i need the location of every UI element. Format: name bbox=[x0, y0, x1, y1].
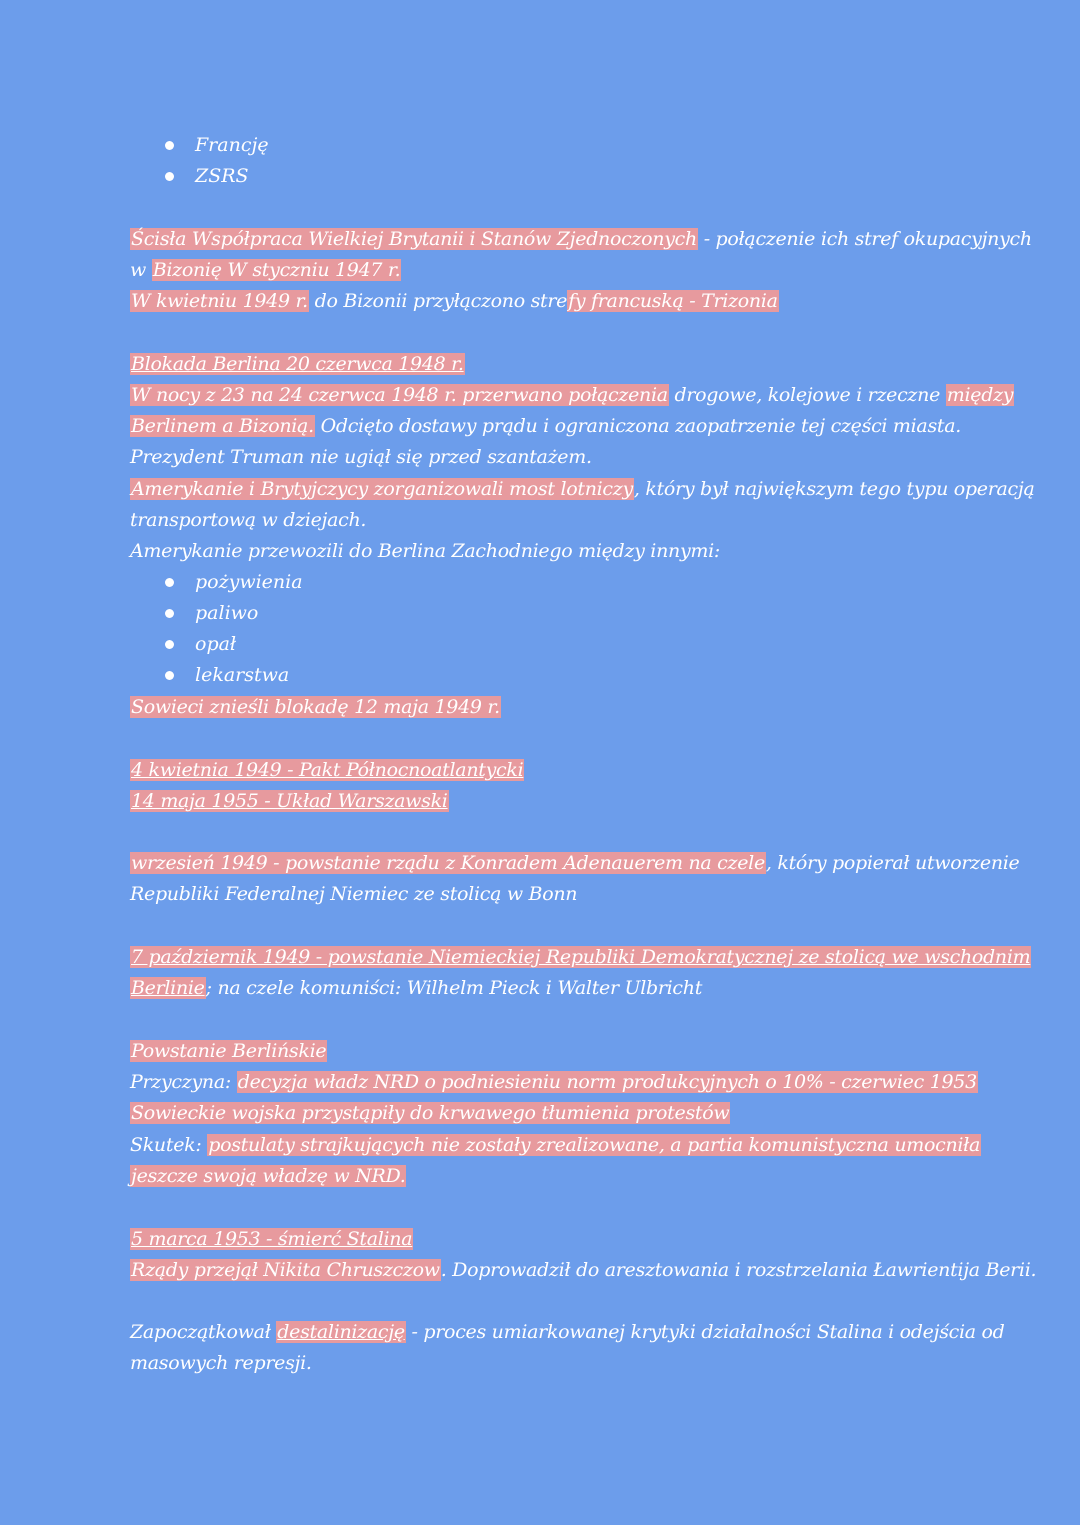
highlighted-text: 4 kwietnia 1949 - Pakt Północnoatlantycki bbox=[131, 759, 524, 781]
paragraph-line bbox=[130, 1161, 406, 1191]
highlighted-text: fy francuską - Trizonia bbox=[568, 290, 778, 312]
section-heading bbox=[130, 755, 524, 785]
highlighted-text: Blokada Berlina 20 czerwca 1948 r. bbox=[131, 353, 464, 375]
paragraph-line bbox=[130, 848, 1020, 878]
section-heading bbox=[130, 1224, 413, 1254]
list-item bbox=[195, 598, 258, 628]
highlighted-text: jeszcze swoją władzę w NRD. bbox=[131, 1165, 406, 1187]
list-item bbox=[195, 660, 289, 690]
text: Odcięto dostawy prądu i ograniczona zaopatrzenie tej części miasta. bbox=[314, 415, 962, 437]
section-heading bbox=[130, 1036, 327, 1066]
text: - połączenie ich stref okupacyjnych bbox=[697, 228, 1032, 250]
bullet-icon bbox=[165, 671, 174, 680]
paragraph-line bbox=[130, 942, 1031, 972]
list-item-text: pożywienia bbox=[195, 571, 303, 593]
text: Prezydent Truman nie ugiął się przed szantażem. bbox=[130, 446, 592, 468]
highlighted-text: Bizonię W styczniu 1947 r. bbox=[152, 259, 401, 281]
section-heading bbox=[130, 349, 465, 379]
paragraph-line bbox=[130, 1130, 981, 1160]
highlighted-text: wrzesień 1949 - powstanie rządu z Konradem Adenauerem na czele bbox=[131, 852, 765, 874]
paragraph-line bbox=[130, 380, 1014, 410]
list-item bbox=[195, 629, 236, 659]
text: drogowe, kolejowe i rzeczne bbox=[668, 384, 946, 406]
paragraph-line bbox=[130, 1317, 1005, 1347]
highlighted-text: Amerykanie i Brytyjczycy zorganizowali most lotniczy bbox=[131, 478, 633, 500]
highlighted-text: decyzja władz NRD o podniesieniu norm produkcyjnych o 10% - czerwiec 1953 bbox=[237, 1071, 977, 1093]
paragraph-line bbox=[130, 536, 720, 566]
highlighted-text: Sowieckie wojska przystąpiły do krwawego tłumienia protestów bbox=[131, 1102, 730, 1124]
bullet-icon bbox=[165, 609, 174, 618]
list-item-text: paliwo bbox=[195, 602, 259, 624]
paragraph-line bbox=[130, 1067, 978, 1097]
paragraph-line bbox=[130, 1255, 1036, 1285]
text: Republiki Federalnej Niemiec ze stolicą w Bonn bbox=[130, 883, 578, 905]
highlighted-text: W nocy z 23 na 24 czerwca 1948 r. przerwano połączenia bbox=[131, 384, 668, 406]
text: , który był największym tego typu operacją bbox=[633, 478, 1035, 500]
paragraph-line bbox=[130, 692, 501, 722]
text: do Bizonii przyłączono stre bbox=[308, 290, 568, 312]
text: ; na czele komuniści: Wilhelm Pieck i Walter Ulbricht bbox=[205, 977, 703, 999]
highlighted-text: W kwietniu 1949 r. bbox=[131, 290, 308, 312]
paragraph-line bbox=[130, 286, 779, 316]
paragraph-line bbox=[130, 224, 1032, 254]
paragraph-line bbox=[130, 411, 961, 441]
highlighted-text: 14 maja 1955 - Układ Warszawski bbox=[131, 790, 448, 812]
highlighted-text: 7 październik 1949 - powstanie Niemieckiej Republiki Demokratycznej ze stolicą we wschodnim bbox=[131, 946, 1031, 968]
paragraph-line bbox=[130, 1348, 312, 1378]
label-text: Skutek: bbox=[130, 1134, 208, 1156]
highlighted-text: postulaty strajkujących nie zostały zrealizowane, a partia komunistyczna umocniła bbox=[208, 1134, 981, 1156]
text: - proces umiarkowanej krytyki działalności Stalina i odejścia od bbox=[405, 1321, 1005, 1343]
text: Zapoczątkował bbox=[130, 1321, 277, 1343]
text: , który popierał utworzenie bbox=[765, 852, 1020, 874]
paragraph-line bbox=[130, 1098, 730, 1128]
highlighted-text: Berlinem a Bizonią. bbox=[131, 415, 314, 437]
list-item-text: opał bbox=[195, 633, 237, 655]
text: transportową w dziejach. bbox=[130, 509, 367, 531]
paragraph-line bbox=[130, 879, 577, 909]
highlighted-text: Ścisła Współpraca Wielkiej Brytanii i Stanów Zjednoczonych bbox=[131, 228, 697, 250]
list-item bbox=[195, 161, 249, 191]
highlighted-text: Sowieci znieśli blokadę 12 maja 1949 r. bbox=[131, 696, 500, 718]
text: w bbox=[130, 259, 152, 281]
paragraph-line bbox=[130, 474, 1034, 504]
highlighted-text: między bbox=[946, 384, 1014, 406]
list-item bbox=[195, 567, 303, 597]
section-heading bbox=[130, 786, 449, 816]
text: . Doprowadził do aresztowania i rozstrzelania Ławrientija Berii. bbox=[440, 1259, 1037, 1281]
text: Amerykanie przewozili do Berlina Zachodniego między innymi: bbox=[130, 540, 720, 562]
bullet-icon bbox=[165, 640, 174, 649]
highlighted-text: 5 marca 1953 - śmierć Stalina bbox=[131, 1228, 413, 1250]
list-item-text: lekarstwa bbox=[195, 664, 290, 686]
list-item bbox=[195, 130, 269, 160]
list-item-text: Francję bbox=[195, 134, 269, 156]
highlighted-text: Rządy przejął Nikita Chruszczow bbox=[131, 1259, 440, 1281]
paragraph-line bbox=[130, 973, 702, 1003]
paragraph-line bbox=[130, 505, 366, 535]
highlighted-text: destalinizację bbox=[277, 1321, 405, 1343]
paragraph-line bbox=[130, 255, 401, 285]
label-text: Przyczyna: bbox=[130, 1071, 237, 1093]
highlighted-text: Berlinie bbox=[131, 977, 205, 999]
highlighted-text: Powstanie Berlińskie bbox=[131, 1040, 327, 1062]
bullet-icon bbox=[165, 141, 174, 150]
text: masowych represji. bbox=[130, 1352, 312, 1374]
paragraph-line bbox=[130, 442, 592, 472]
bullet-icon bbox=[165, 578, 174, 587]
list-item-text: ZSRS bbox=[195, 165, 249, 187]
bullet-icon bbox=[165, 172, 174, 181]
